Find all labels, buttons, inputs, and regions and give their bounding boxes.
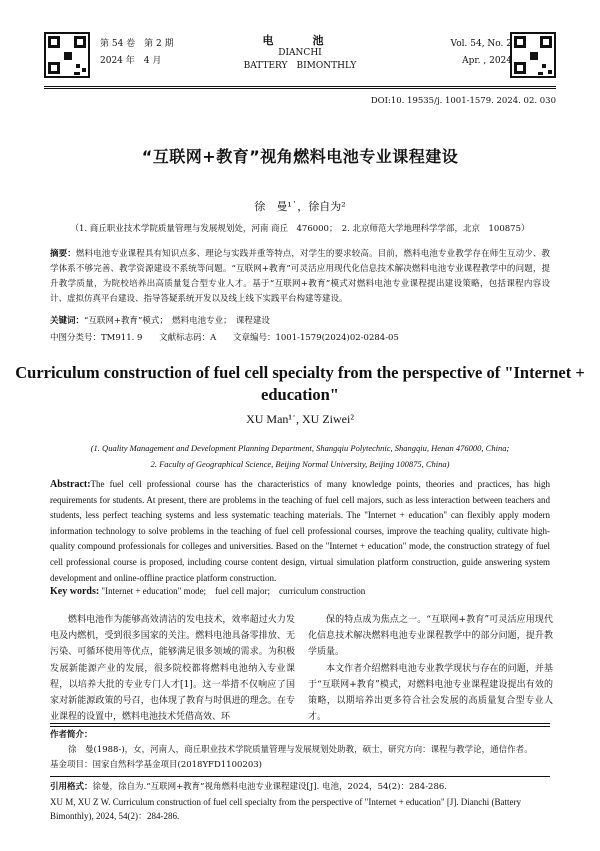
- body-column-right: [308, 612, 553, 725]
- abstract-en: [50, 477, 550, 586]
- affiliation-en-2: 2. Faculty of Geographical Science, Beijing Normal University, Beijing 100875, China): [150, 459, 450, 469]
- clc-number: 中图分类号：TM911. 9: [50, 333, 143, 343]
- keywords-cn-text: “互联网+教育”模式； 燃料电池专业； 课程建设: [84, 316, 270, 326]
- keywords-en: [50, 584, 550, 597]
- doi[interactable]: DOI:10. 19535/j. 1001-1579. 2024. 02. 030: [370, 96, 556, 106]
- document-code: 文献标志码：A: [159, 333, 217, 343]
- citation: [50, 780, 550, 824]
- footnote: [50, 728, 550, 773]
- abstract-en-label: Abstract:: [50, 479, 91, 490]
- affiliations-en: [40, 440, 560, 472]
- footnote-rule-thin: [50, 726, 550, 727]
- body-paragraph: 本文作者介绍燃料电池专业教学现状与存在的问题，并基于“互联网+教育”模式，对燃料电池专业课程建设提出有效的策略，以期培养出更多符合社会发展的高质量复合型专业人才。: [308, 663, 553, 723]
- header-rule-thin: [44, 88, 556, 89]
- citation-en: XU M, XU Z W. Curriculum construction of fuel cell specialty from the perspective of "Internet + education" [J]. Dianchi (Battery Bimonthly), 2024, 54(2)：284-286.: [50, 796, 522, 821]
- volume-issue-cn: 第 54 卷 第 2 期: [100, 39, 174, 49]
- keywords-cn: [50, 314, 550, 326]
- footnote-rule: [50, 723, 550, 724]
- title-en: Curriculum construction of fuel cell specialty from the perspective of "Internet + education": [15, 363, 585, 404]
- affiliation-en-1: (1. Quality Management and Development Planning Department, Shangqiu Polytechnic, Shangqiu, Henan 476000, China;: [90, 443, 510, 453]
- body-paragraph: 保的特点成为焦点之一。“互联网+教育”可灵活应用现代化信息技术解决燃料电池专业课程教学中的部分问题，提升教学质量。: [308, 615, 553, 658]
- authors-cn: 徐 曼¹˙，徐自为²: [254, 200, 346, 213]
- header-rule: [44, 86, 556, 87]
- classification-line: [50, 331, 550, 343]
- affiliations-cn: （1. 商丘职业技术学院质量管理与发展规划处，河南 商丘 476000； 2. 北京师范大学地理科学学部，北京 100875）: [70, 224, 530, 234]
- footnote-author: 徐 曼(1988-)，女，河南人，商丘职业技术学院质量管理与发展规划处助教，硕士，研究方向：课程与教学论，通信作者。: [68, 745, 533, 755]
- body-paragraph: 燃料电池作为能够高效清洁的发电技术，效率超过火力发电及内燃机，受到很多国家的关注。燃料电池具备零排放、无污染、可循环使用等优点，能够满足很多领域的需求。为积极发展新能源产业的发展，很多院校都将燃料电池纳入专业课程，以培养大批的专业专门人才[1]。这一举措不仅响应了国家对新能源政策的号召，也体现了教育与时俱进的理念。在专业课程的设置中，燃料电池技术凭借高效、环: [50, 615, 295, 723]
- keywords-en-text: "Internet + education" mode; fuel cell major; curriculum construction: [101, 586, 366, 596]
- date-cn: 2024 年 4 月: [100, 56, 162, 66]
- citation-label: 引用格式：: [50, 782, 93, 792]
- journal-name-cn: 电 池: [262, 34, 338, 47]
- footnote-label: 作者简介：: [50, 730, 93, 740]
- footnote-fund: 基金项目：国家自然科学基金项目(2018YFD1100203): [50, 760, 262, 770]
- citation-cn: 徐曼，徐自为.“互联网+教育”视角燃料电池专业课程建设[J]. 电池，2024，54(2)：284-286.: [92, 782, 447, 792]
- citation-rule: [50, 776, 550, 777]
- journal-issue-en: [451, 36, 512, 70]
- abstract-cn-text: 燃料电池专业课程具有知识点多、理论与实践并重等特点，对学生的要求较高。目前，燃料电池专业教学存在师生互动少、教学体系不够完善、教学资源建设不系统等问题。“互联网+教育”可灵活应用现代化信息技术解决燃料电池专业课程教学中的问题，提升教学质量，为院校培养出高质量复合型专业人才。基于“互联网+教育”模式对燃料电池专业课程提出建设策略，包括课程内容设计、虚拟仿真平台建设、指导答疑系统开发以及线上线下实践平台构建等建设。: [50, 249, 550, 304]
- title-cn: “互联网+教育”视角燃料电池专业课程建设: [141, 147, 459, 166]
- abstract-cn: [50, 247, 550, 307]
- volume-issue-en: Vol. 54, No. 2: [450, 39, 512, 49]
- authors-en: XU Man¹˙, XU Ziwei²: [246, 412, 354, 426]
- article-number: 文章编号：1001-1579(2024)02-0284-05: [232, 333, 399, 343]
- journal-subtitle-en: BATTERY BIMONTHLY: [243, 61, 357, 71]
- keywords-en-label: Key words:: [50, 586, 100, 597]
- abstract-en-text: The fuel cell professional course has the characteristics of many knowledge points, theories and practices, has high requirements for students. At present, there are problems in the teaching of fuel cell majors, such as less interaction between teachers and students, less perfect teaching systems and less systematic teaching materials. The "Internet + education" can flexibly apply modern information technology to solve problems in the teaching of fuel cell professional courses, improve the teaching quality, cultivate high-quality compound professionals for colleges and universities. Based on the "Internet + education" mode, the construction strategy of fuel cell professional course is proposed, including course content design, virtual simulation platform construction, guide answering system development and online-offline practice platform construction.: [50, 479, 550, 583]
- journal-name-en: DIANCHI: [278, 48, 322, 58]
- keywords-cn-label: 关键词：: [50, 316, 85, 326]
- date-en: Apr. , 2024: [462, 56, 512, 66]
- body-column-left: [50, 612, 295, 725]
- abstract-cn-label: 摘要：: [50, 249, 76, 259]
